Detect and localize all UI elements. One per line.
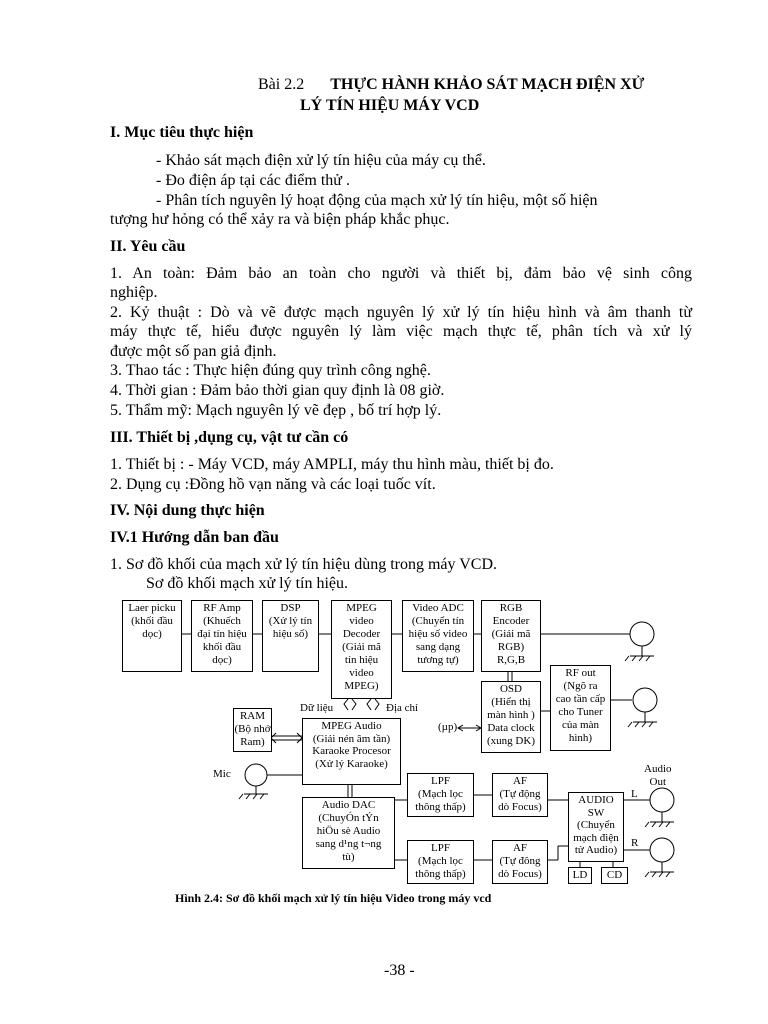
microprocessor-label: (µp) bbox=[438, 721, 458, 733]
rgb-encoder-block: RGB Encoder (Giải mã RGB) R,G,B bbox=[481, 600, 541, 672]
mpeg-audio-block: MPEG Audio (Giải nén âm tần) Karaoke Procesor (Xử lý Karaoke) bbox=[302, 718, 401, 785]
requirement-text: được một số pan giả định. bbox=[110, 343, 277, 360]
address-label: Địa chỉ bbox=[386, 702, 419, 714]
mic-label: Mic bbox=[213, 768, 231, 780]
lesson-title-line2: LÝ TÍN HIỆU MÁY VCD bbox=[300, 97, 480, 114]
section-3-heading: III. Thiết bị ,dụng cụ, vật tư cần có bbox=[110, 429, 349, 446]
dsp-block: DSP (Xử lý tín hiệu số) bbox=[262, 600, 319, 672]
video-adc-block: Video ADC (Chuyển tín hiệu số video sang dạng tương tự) bbox=[402, 600, 474, 672]
objective-item: - Đo điện áp tại các điểm thử . bbox=[156, 172, 350, 189]
content-text: 1. Sơ đồ khối của mạch xử lý tín hiệu dùng trong máy VCD. bbox=[110, 556, 498, 573]
lpf-upper-block: LPF (Mạch lọc thông thấp) bbox=[407, 773, 474, 817]
osd-block: OSD (Hiển thị màn hình ) Data clock (xung DK) bbox=[481, 681, 541, 753]
af-upper-block: AF (Tự động dò Focus) bbox=[492, 773, 548, 817]
requirement-text: máy thực tế, hiểu được nguyên lý làm việc mạch thực tế, phân tích và xử lý bbox=[110, 323, 692, 340]
figure-caption: Hình 2.4: Sơ đồ khối mạch xử lý tín hiệu Video trong máy vcd bbox=[175, 891, 492, 905]
section-2-heading: II. Yêu cầu bbox=[110, 238, 186, 255]
requirement-text: 1. An toàn: Đảm bảo an toàn cho người và thiết bị, đảm bảo vệ sinh công bbox=[110, 265, 692, 282]
objective-item: - Phân tích nguyên lý hoạt động của mạch xử lý tín hiệu, một số hiện bbox=[156, 192, 598, 209]
objective-item-continued: tượng hư hỏng có thể xảy ra và biện pháp khắc phục. bbox=[110, 211, 450, 228]
ram-block: RAM (Bộ nhớ Ram) bbox=[233, 708, 272, 752]
mpeg-video-decoder-block: MPEG video Decoder (Giải mã tín hiệu video MPEG) bbox=[331, 600, 392, 699]
data-label: Dữ liệu bbox=[300, 702, 334, 714]
af-lower-block: AF (Tự đông dò Focus) bbox=[492, 840, 548, 884]
requirement-text: 2. Kỷ thuật : Dò và vẽ được mạch nguyên lý xử lý tín hiệu hình và âm thanh từ bbox=[110, 304, 692, 321]
requirement-text: 5. Thẩm mỹ: Mạch nguyên lý vẽ đẹp , bố trí hợp lý. bbox=[110, 402, 442, 419]
rf-amp-block: RF Amp (Khuếch đại tín hiệu khối đầu dọc) bbox=[191, 600, 253, 672]
right-channel-label: R bbox=[631, 837, 639, 849]
equipment-text: 2. Dụng cụ :Đồng hồ vạn năng và các loại tuốc vít. bbox=[110, 476, 436, 493]
objective-item: - Khảo sát mạch điện xử lý tín hiệu của máy cụ thể. bbox=[156, 152, 486, 169]
ld-block: LD bbox=[568, 867, 592, 884]
left-channel-label: L bbox=[631, 788, 638, 800]
requirement-text: nghiệp. bbox=[110, 284, 158, 301]
section-1-heading: I. Mục tiêu thực hiện bbox=[110, 124, 254, 141]
requirement-text: 4. Thời gian : Đảm bảo thời gian quy định là 08 giờ. bbox=[110, 382, 445, 399]
requirement-text: 3. Thao tác : Thực hiện đúng quy trình công nghệ. bbox=[110, 362, 431, 379]
section-4-1-heading: IV.1 Hướng dẫn ban đầu bbox=[110, 529, 279, 546]
audio-dac-block: Audio DAC (ChuyÓn tÝn hiÖu sè Audio sang d¹ng t¬ng tù) bbox=[302, 797, 395, 869]
lpf-lower-block: LPF (Mạch lọc thông thấp) bbox=[407, 840, 474, 884]
lesson-title: THỰC HÀNH KHẢO SÁT MẠCH ĐIỆN XỬ bbox=[330, 76, 645, 93]
audio-out-label: Audio Out bbox=[644, 763, 672, 788]
rf-out-block: RF out (Ngõ ra cao tần cấp cho Tuner của màn hình) bbox=[550, 665, 611, 751]
lesson-number: Bài 2.2 bbox=[258, 76, 305, 93]
audio-switch-block: AUDIO SW (Chuyển mạch điện tử Audio) bbox=[568, 792, 624, 862]
section-4-heading: IV. Nội dung thực hiện bbox=[110, 502, 265, 519]
content-text: Sơ đồ khối mạch xử lý tín hiệu. bbox=[146, 575, 349, 592]
cd-block: CD bbox=[601, 867, 628, 884]
lesson-title-line1 bbox=[258, 76, 644, 94]
equipment-text: 1. Thiết bị : - Máy VCD, máy AMPLI, máy thu hình màu, thiết bị đo. bbox=[110, 456, 554, 473]
page-number: -38 - bbox=[384, 962, 415, 979]
laser-pickup-block: Laer picku (khối đầu dọc) bbox=[122, 600, 182, 672]
